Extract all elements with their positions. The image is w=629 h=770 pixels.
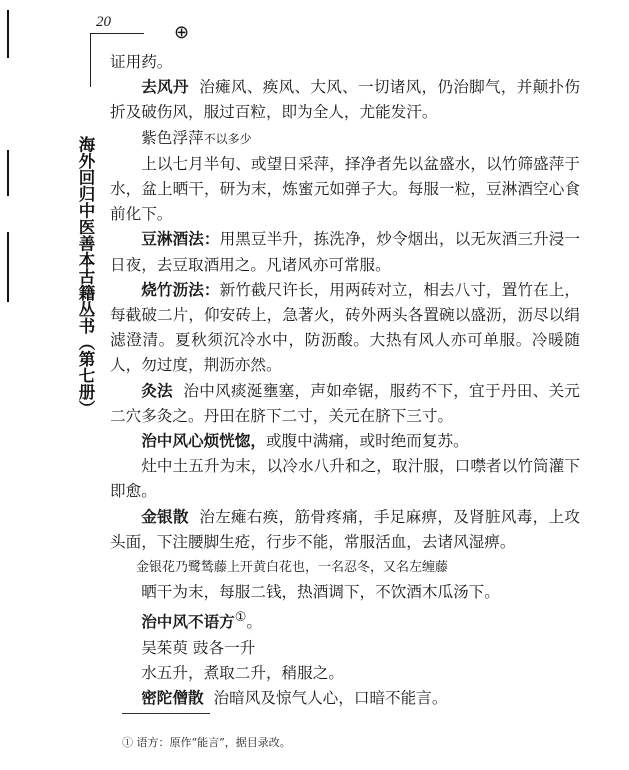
paragraph: 上以七月半旬、或望日采萍，择净者先以盆盛水，以竹筛盛萍于水，盆上晒干，研为末，炼蜜元如弹子大。每服一粒，豆淋酒空心食前化下。: [110, 154, 580, 224]
binding-mark: [7, 150, 9, 196]
paragraph: 灸法 治中风痰涎壅塞，声如牵锯，服药不下，宜于丹田、关元二穴多灸之。丹田在脐下二寸，关元在脐下三寸。: [110, 381, 580, 425]
footnote-marker: ①: [234, 610, 247, 626]
paragraph: 治中风不语方①。: [141, 610, 263, 632]
body-text: [110, 50, 580, 711]
recipe-name: 治中风不语方: [141, 613, 235, 632]
paragraph: 烧竹沥法：新竹截尺许长，用两砖对立，相去八寸，置竹在上，每截破二片，仰安砖上，急著火，砖外两头各置碗以盛沥，沥尽以绢滤澄清。夏秋须沉冷水中，防沥酸。大热有风人亦可单服。冷暖随人，勿过度，荆沥亦然。: [110, 280, 580, 375]
paragraph: 灶中土五升为末，以冷水八升和之，取汁服，口噤者以竹筒灌下即愈。: [110, 457, 580, 501]
paragraph: 吴茱萸 豉各一升: [141, 638, 256, 657]
binding-mark: [7, 232, 9, 302]
page-number: 20: [96, 14, 111, 30]
recipe-name: 烧竹沥法：: [141, 280, 220, 299]
header-rule: [90, 33, 144, 34]
dosage-note: 不以多少: [203, 131, 252, 146]
paragraph: 紫色浮萍不以多少: [141, 128, 252, 147]
header-rule-vertical: [90, 33, 91, 87]
footnote: ① 语方：原作“能言”，据目录改。: [122, 736, 291, 749]
paragraph: 金银散 治左瘫右痪，筋骨疼痛，手足麻痹，及肾脏风毒，上攻头面，下注腰脚生疮，行步不能，常服活血，去诸风湿痹。: [110, 507, 580, 551]
recipe-name: 密陀僧散: [141, 689, 204, 708]
recipe-name: 灸法: [141, 381, 173, 400]
recipe-name: 去风丹: [141, 78, 189, 97]
recipe-name: 豆淋酒法：: [141, 230, 220, 249]
crosshair-ornament-icon: ⊕: [174, 22, 190, 43]
paragraph: 证用药。: [110, 53, 173, 71]
recipe-name: 治中风心烦恍惚，: [141, 432, 266, 451]
recipe-name: 金银散: [141, 507, 189, 526]
binding-mark: [7, 10, 9, 58]
paragraph: 治中风心烦恍惚，或腹中满痛，或时绝而复苏。: [141, 432, 469, 451]
paragraph: 金银花乃鹭鸶藤上开黄白花也，一名忍冬，又名左缠藤: [136, 560, 449, 576]
paragraph: 密陀僧散 治暗风及惊气人心，口暗不能言。: [141, 689, 448, 708]
paragraph: 去风丹 治瘫风、痪风、大风、一切诸风，仍治脚气，并颠扑伤折及破伤风，服过百粒，即为全人，尤能发汗。: [110, 78, 580, 122]
paragraph: 豆淋酒法：用黑豆半升，拣洗净，炒令烟出，以无灰酒三升浸一日夜，去豆取酒用之。凡诸风亦可常服。: [110, 230, 580, 274]
paragraph: 水五升，煮取二升，稍服之。: [141, 664, 344, 683]
footnote-rule: [122, 713, 210, 714]
paragraph: 晒干为末，每服二钱，热酒调下，不饮酒木瓜汤下。: [141, 583, 500, 602]
series-title: 海外回归中医善本古籍丛书（第七册）: [76, 136, 95, 417]
